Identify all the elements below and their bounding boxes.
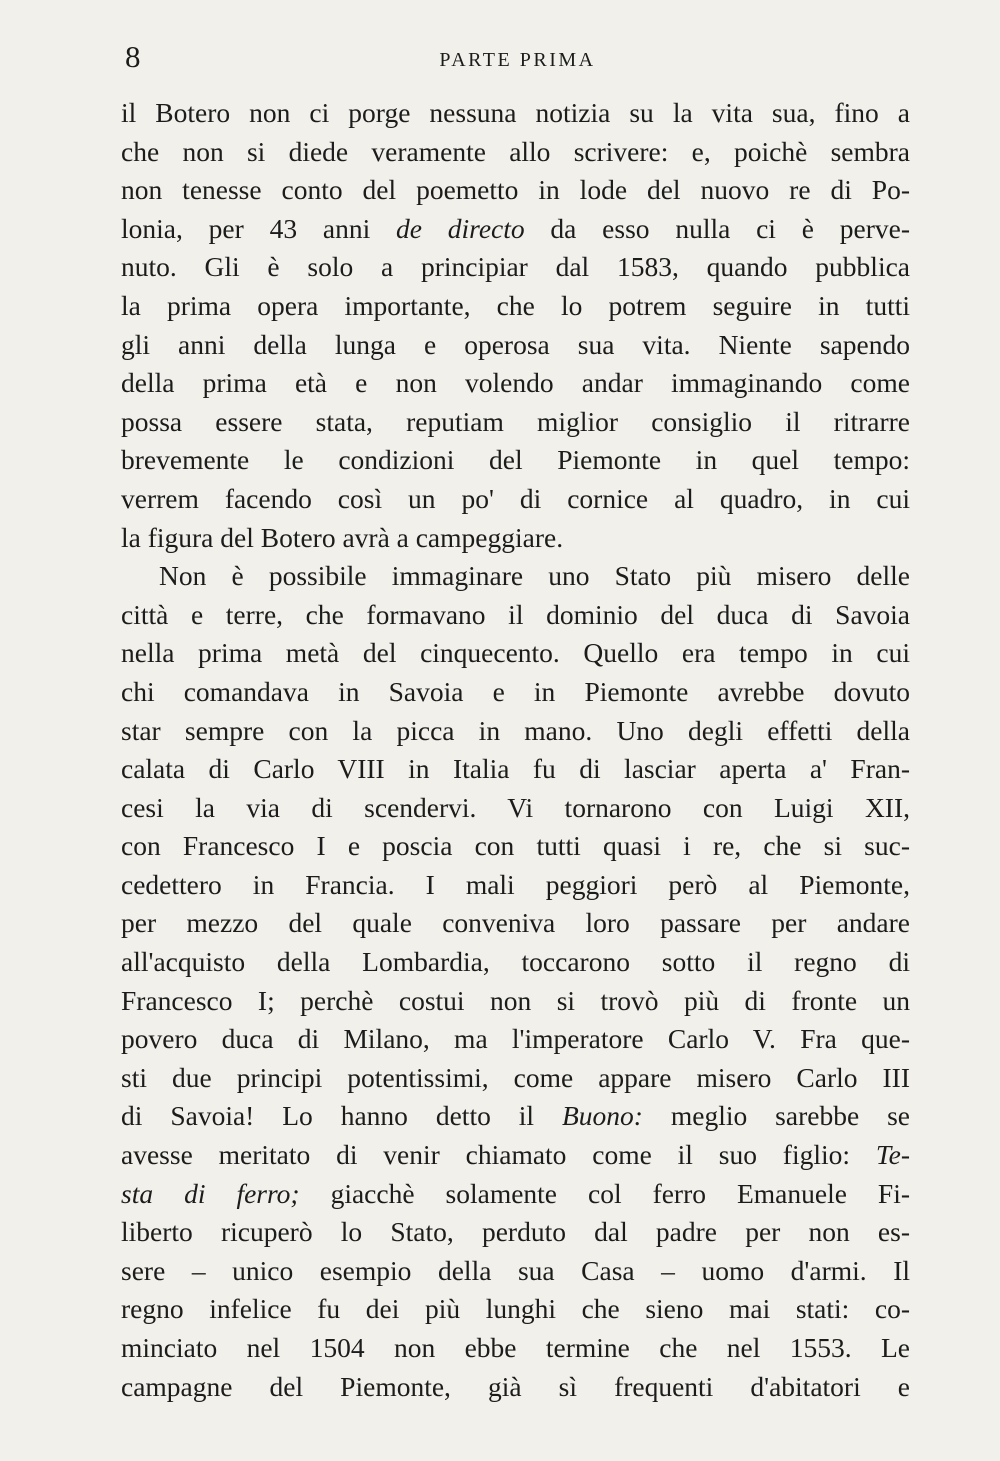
text-line: campagne del Piemonte, già sì frequenti d'abitatori e (121, 1370, 910, 1402)
text-line: la figura del Botero avrà a campeggiare. (121, 521, 564, 553)
text-line: Francesco I; perchè costui non si trovò più di fronte un (121, 984, 910, 1016)
italic-text: Buono: (561, 1100, 643, 1132)
text-line (121, 1136, 910, 1175)
text-run: giacchè solamente col ferro Emanuele Fi- (299, 1177, 910, 1209)
text-line: sere – unico esempio della sua Casa – uomo d'armi. Il (121, 1254, 910, 1286)
text-line: calata di Carlo VIII in Italia fu di lasciar aperta a' Fran- (121, 753, 910, 785)
text-line: verrem facendo così un po' di cornice al quadro, in cui (121, 482, 910, 514)
text-line: nuto. Gli è solo a principiar dal 1583, quando pubblica (121, 251, 910, 283)
text-line: brevemente le condizioni del Piemonte in quel tempo: (121, 444, 910, 476)
text-line: della prima età e non volendo andar immaginando come (121, 367, 910, 399)
text-line: all'acquisto della Lombardia, toccarono sotto il regno di (121, 946, 910, 978)
text-line: nella prima metà del cinquecento. Quello era tempo in cui (121, 637, 910, 669)
text-line: possa essere stata, reputiam miglior consiglio il ritrarre (121, 405, 910, 437)
text-line (121, 1175, 910, 1214)
text-line (121, 210, 910, 249)
text-line: città e terre, che formavano il dominio del duca di Savoia (121, 598, 910, 630)
text-run: di Savoia! Lo hanno detto il (121, 1100, 562, 1132)
body-text (121, 94, 910, 1406)
text-line: per mezzo del quale conveniva loro passare per andare (121, 907, 910, 939)
text-line: non tenesse conto del poemetto in lode del nuovo re di Po- (121, 174, 910, 206)
text-line: star sempre con la picca in mano. Uno degli effetti della (121, 714, 910, 746)
text-line: Non è possibile immaginare uno Stato più misero delle (159, 560, 910, 592)
italic-text: sta di ferro; (121, 1177, 300, 1209)
text-line: regno infelice fu dei più lunghi che sieno mai stati: co- (121, 1293, 910, 1325)
text-line: gli anni della lunga e operosa sua vita. Niente sapendo (121, 328, 910, 360)
text-line (121, 1097, 910, 1136)
running-head: PARTE PRIMA (439, 49, 596, 71)
text-run: meglio sarebbe se (642, 1100, 910, 1132)
text-run: da esso nulla ci è perve- (524, 212, 910, 244)
text-line: che non si diede veramente allo scrivere: e, poichè sembra (121, 135, 910, 167)
page-number: 8 (125, 39, 141, 74)
text-line: cesi la via di scendervi. Vi tornarono con Luigi XII, (121, 791, 910, 823)
text-line: la prima opera importante, che lo potrem seguire in tutti (121, 289, 910, 321)
text-line: liberto ricuperò lo Stato, perduto dal padre per non es- (121, 1216, 910, 1248)
text-line: povero duca di Milano, ma l'imperatore Carlo V. Fra que- (121, 1023, 910, 1055)
text-line: con Francesco I e poscia con tutti quasi i re, che si suc- (121, 830, 910, 862)
text-line: sti due principi potentissimi, come appare misero Carlo III (121, 1061, 910, 1093)
text-line: il Botero non ci porge nessuna notizia su la vita sua, fino a (121, 97, 910, 128)
italic-text: de directo (396, 212, 525, 244)
italic-text: Te- (875, 1139, 910, 1171)
text-line: cedettero in Francia. I mali peggiori però al Piemonte, (121, 868, 910, 900)
text-run: avesse meritato di venir chiamato come il suo figlio: (121, 1139, 876, 1171)
text-run: lonia, per 43 anni (121, 212, 396, 244)
text-line: minciato nel 1504 non ebbe termine che nel 1553. Le (121, 1332, 910, 1363)
text-line: chi comandava in Savoia e in Piemonte avrebbe dovuto (121, 675, 910, 707)
